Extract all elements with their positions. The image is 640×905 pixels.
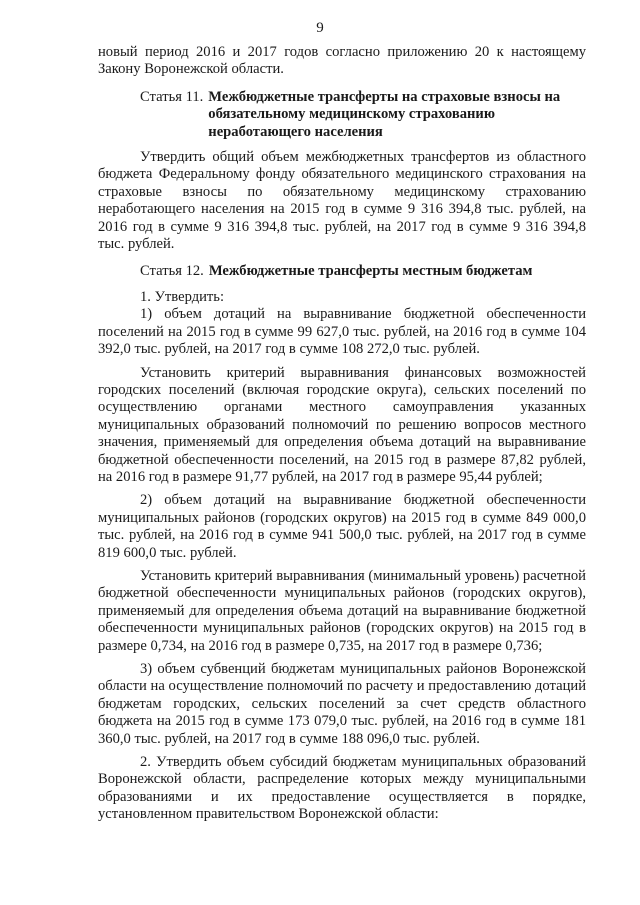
document-body — [98, 44, 586, 824]
article-11-title: Межбюджетные трансферты на страховые взносы на обязательному медицинскому страхованию неработающего населения — [208, 88, 561, 140]
article-12-subitem-3: 3) объем субвенций бюджетам муниципальных районов Воронежской области на осуществление полномочий по расчету и предоставлению дотаций бюджетам городских, сельских поселений за счет средств областного бюджета на 2015 год в сумме 173 079,0 тыс. рублей, на 2016 год в сумме 181 360,0 тыс. рублей, на 2017 год в сумме 188 096,0 тыс. рублей. — [98, 661, 586, 747]
article-12-title: Межбюджетные трансферты местным бюджетам — [208, 263, 533, 280]
intro-paragraph: новый период 2016 и 2017 годов согласно приложению 20 к настоящему Закону Воронежской области. — [98, 44, 586, 78]
article-11-heading — [98, 89, 586, 141]
article-12-label: Статья 12. — [140, 263, 204, 280]
article-12-subitem-2: 2) объем дотаций на выравнивание бюджетной обеспеченности муниципальных районов (городских округов) на 2015 год в сумме 849 000,0 тыс. рублей, на 2016 год в сумме 941 500,0 тыс. рублей, на 2017 год в сумме 819 600,0 тыс. рублей. — [98, 492, 586, 561]
article-12-heading — [98, 263, 586, 280]
article-11-paragraph: Утвердить общий объем межбюджетных трансфертов из областного бюджета Федеральному фонду обязательного медицинского страхования на страховые взносы по обязательному медицинскому страхованию неработающего населения на 2015 год в сумме 9 316 394,8 тыс. рублей, на 2016 год в сумме 9 316 394,8 тыс. рублей, на 2017 год в сумме 9 316 394,8 тыс. рублей. — [98, 149, 586, 253]
page-number: 9 — [316, 20, 324, 36]
article-12-item-1: 1. Утвердить: — [140, 288, 225, 305]
article-11-label: Статья 11. — [140, 88, 204, 105]
article-12-criterion-settlements: Установить критерий выравнивания финансовых возможностей городских поселений (включая городские округа), сельских поселений по осуществлению органами местного самоуправления указанных муниципальных образований полномочий по решению вопросов местного значения, применяемый для определения объема дотаций на выравнивание бюджетной обеспеченности поселений, на 2015 год в размере 87,82 рублей, на 2016 год в размере 91,77 рублей, на 2017 год в размере 95,44 рублей; — [98, 364, 586, 485]
article-12-subitem-1: 1) объем дотаций на выравнивание бюджетной обеспеченности поселений на 2015 год в сумме 99 627,0 тыс. рублей, на 2016 год в сумме 104 392,0 тыс. рублей, на 2017 год в сумме 108 272,0 тыс. рублей. — [98, 306, 586, 358]
article-12-item-2: 2. Утвердить объем субсидий бюджетам муниципальных образований Воронежской области, распределение которых между муниципальными образованиями и их предоставление осуществляется в порядке, установленном правительством Воронежской области: — [98, 754, 586, 823]
article-12-criterion-districts: Установить критерий выравнивания (минимальный уровень) расчетной бюджетной обеспеченности муниципальных районов (городских округов), применяемый для определения объема дотаций на выравнивание бюджетной обеспеченности муниципальных районов (городских округов) на 2015 год в размере 0,734, на 2016 год в размере 0,735, на 2017 год в размере 0,736; — [98, 567, 586, 654]
